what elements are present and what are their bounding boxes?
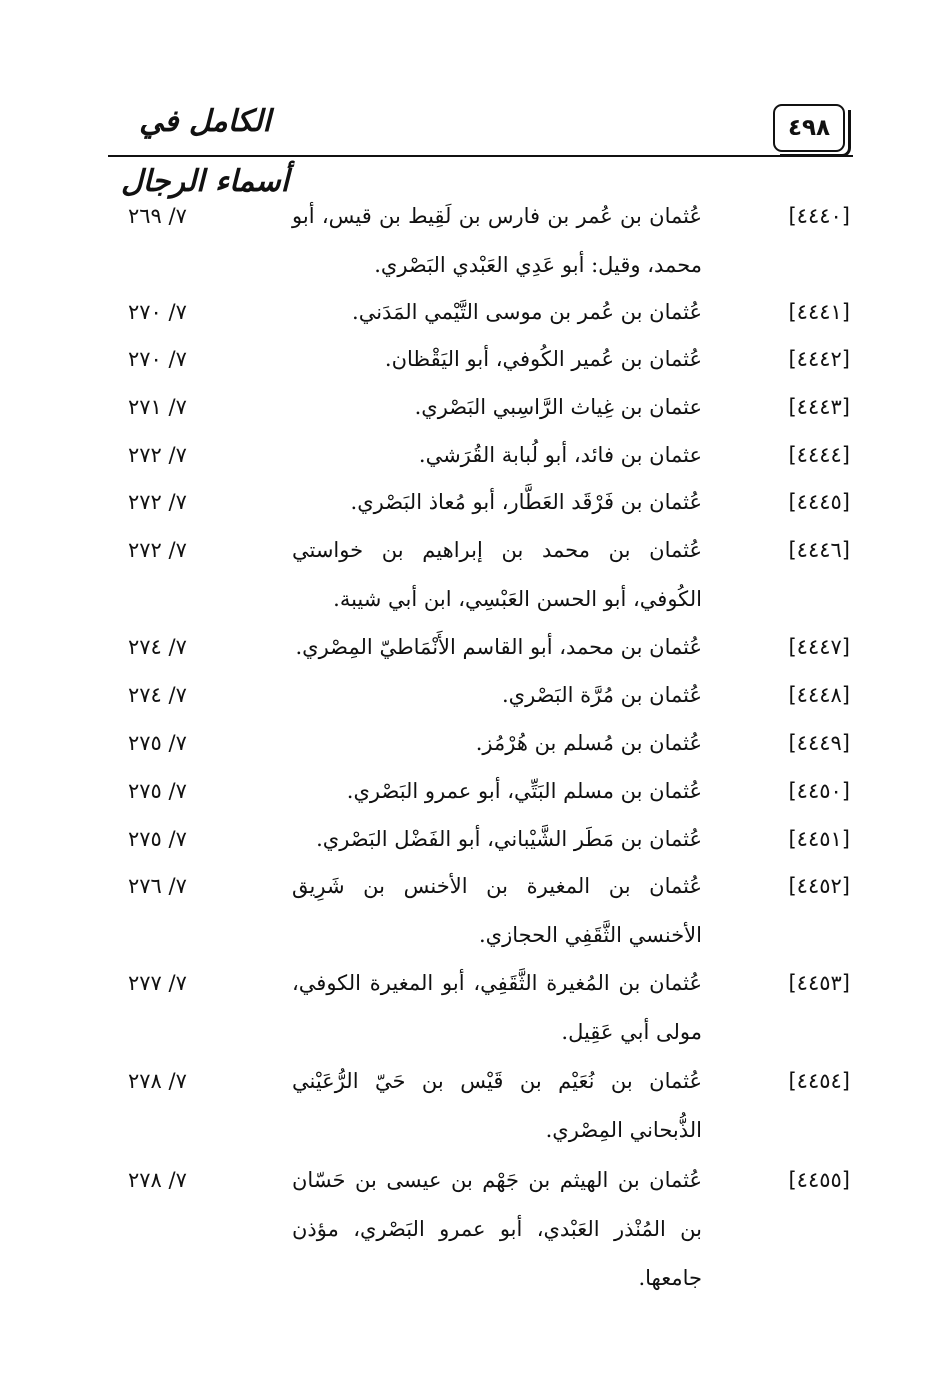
entry-number: [٤٤٤١] [788,300,850,324]
entry-number: [٤٤٤٨] [788,683,850,707]
entry-number: [٤٤٤٤] [788,443,850,467]
entry-number: [٤٤٥٠] [788,779,850,803]
entry-number: [٤٤٤٧] [788,635,850,659]
entry-reference: ٧/ ٢٧٢ [128,538,187,562]
header-rule [108,155,853,157]
entry-reference: ٧/ ٢٧٠ [128,300,187,324]
entry-number: [٤٤٤٢] [788,347,850,371]
entry-number: [٤٤٥٣] [788,971,850,995]
entry-number: [٤٤٤٩] [788,731,850,755]
entry-reference: ٧/ ٢٧١ [128,395,187,419]
entry-text: عُثمان بن محمد، أبو القاسم الأَنْمَاطيّ المِصْري. [295,635,702,659]
entry-reference: ٧/ ٢٧٢ [128,490,187,514]
entry-text: عُثمان بن مَطَر الشَّيْباني، أبو الفَضْل البَصْري. [316,827,702,851]
entry-number: [٤٤٤٥] [788,490,850,514]
entry-number: [٤٤٤٦] [788,538,850,562]
entry-reference: ٧/ ٢٧٥ [128,827,187,851]
page-number-box [773,104,845,152]
entry-text: عُثمان بن مُسلم بن هُرْمُز. [475,731,702,755]
entry-number: [٤٤٤٠] [788,204,850,228]
entry-reference: ٧/ ٢٧٧ [128,971,187,995]
entry-reference: ٧/ ٢٧٤ [128,683,187,707]
entry-number: [٤٤٤٣] [788,395,850,419]
entry-reference: ٧/ ٢٧٥ [128,731,187,755]
entry-reference: ٧/ ٢٧٠ [128,347,187,371]
entry-text: عُثمان بن مُرَّة البَصْري. [501,683,702,707]
entry-number: [٤٤٥٥] [788,1168,850,1192]
entry-number: [٤٤٥١] [788,827,850,851]
entry-text: عُثمان بن نُعَيْم بن قَيْس بن حَيّ الرُّعَيْني الذُّبحاني المِصْري. [292,1069,702,1142]
page-header [0,0,951,199]
entry-text: عُثمان بن محمد بن إبراهيم بن خواستي الكُوفي، أبو الحسن العَبْسِي، ابن أبي شيبة. [292,538,702,611]
entry-text: عُثمان بن المغيرة بن الأخنس بن شَرِيق الأخنسي الثَّقَفِي الحجازي. [292,874,702,947]
entry-reference: ٧/ ٢٧٦ [128,874,187,898]
entry-reference: ٧/ ٢٧٥ [128,779,187,803]
entry-reference: ٧/ ٢٧٢ [128,443,187,467]
entry-text: عُثمان بن عُمر بن موسى التَّيْمي المَدَني. [352,300,702,324]
entry-text: عُثمان بن مسلم البَتِّي، أبو عمرو البَصْري. [346,779,702,803]
entry-text: عُثمان بن عُمر بن فارس بن لَقِيط بن قيس، أبو محمد، وقيل: أبو عَدِي العَبْدي البَصْري. [292,204,702,277]
entry-text: عُثمان بن عُمير الكُوفي، أبو اليَقْظان. [384,347,702,371]
entry-reference: ٧/ ٢٧٨ [128,1168,187,1192]
page-number: ٤٩٨ [787,115,831,141]
book-title: الكامل في أسماء الرجال [120,104,290,199]
entry-reference: ٧/ ٢٧٨ [128,1069,187,1093]
entry-reference: ٧/ ٢٦٩ [128,204,187,228]
entry-reference: ٧/ ٢٧٤ [128,635,187,659]
entry-text: عُثمان بن المُغيرة الثَّقَفِي، أبو المغيرة الكوفي، مولى أبي عَقِيل. [292,971,702,1044]
entry-number: [٤٤٥٤] [788,1069,850,1093]
entry-text: عُثمان بن فَرْقَد العَطَّار، أبو مُعاذ البَصْري. [350,490,702,514]
entry-text: عُثمان بن الهيثم بن جَهْم بن عيسى بن حَسّان بن المُنْذر العَبْدي، أبو عمرو البَصْري، مؤذن جامعها. [292,1168,702,1290]
entry-text: عثمان بن غِياث الرَّاسِبي البَصْري. [414,395,702,419]
entry-text: عثمان بن فائد، أبو لُبابة القُرَشي. [418,443,702,467]
entry-number: [٤٤٥٢] [788,874,850,898]
